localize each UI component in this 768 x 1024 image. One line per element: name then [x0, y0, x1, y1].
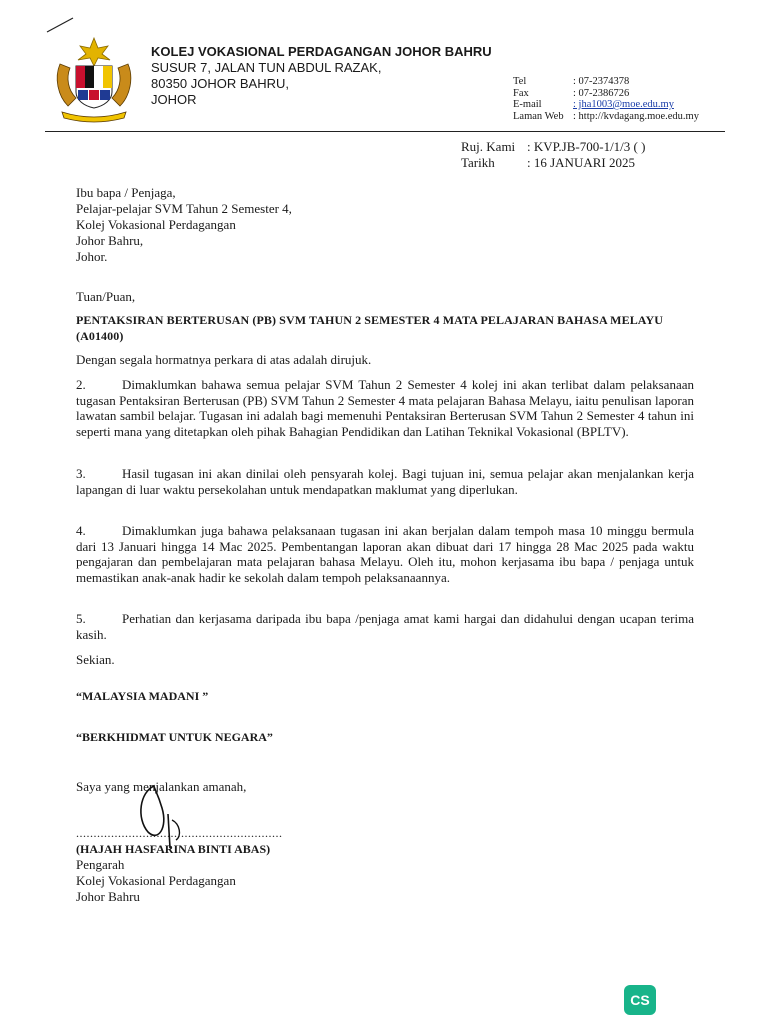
contact-block: [513, 76, 699, 122]
salutation: Tuan/Puan,: [76, 289, 136, 304]
date-value: : 16 JANUARI 2025: [527, 155, 635, 170]
paragraph-text: Hasil tugasan ini akan dinilai oleh pensyarah kolej. Bagi tujuan ini, semua pelajar akan menjalankan kerja lapangan di luar waktu persekolahan untuk mendapatkan maklumat yang diperlukan.: [76, 466, 694, 497]
pen-stroke-mark: [45, 16, 75, 34]
paragraph: [76, 523, 694, 585]
paragraph-number: 5.: [76, 611, 86, 626]
paragraph: [76, 611, 694, 642]
recipient-block: [76, 185, 292, 265]
motto: “MALAYSIA MADANI ”: [76, 689, 209, 703]
contact-label: Laman Web: [513, 110, 564, 122]
date-label: Tarikh: [461, 155, 495, 170]
institution-name: KOLEJ VOKASIONAL PERDAGANGAN JOHOR BAHRU: [151, 44, 492, 59]
position-line: Kolej Vokasional Perdagangan: [76, 873, 236, 888]
paragraph-number: 4.: [76, 523, 86, 538]
letter-subject: PENTAKSIRAN BERTERUSAN (PB) SVM TAHUN 2 SEMESTER 4 MATA PELAJARAN BAHASA MELAYU (A01400): [76, 313, 663, 343]
contact-value: : 07-2374378: [573, 76, 630, 87]
closing: Sekian.: [76, 652, 115, 667]
recipient-line: Pelajar-pelajar SVM Tahun 2 Semester 4,: [76, 201, 292, 216]
contact-value: : 07-2386726: [573, 87, 630, 99]
address-line: JOHOR: [151, 92, 197, 107]
position-line: Johor Bahru: [76, 889, 140, 904]
header-divider: [45, 131, 725, 132]
reference-block: [461, 139, 645, 171]
address-line: SUSUR 7, JALAN TUN ABDUL RAZAK,: [151, 60, 382, 75]
recipient-line: Ibu bapa / Penjaga,: [76, 185, 176, 200]
paragraph: [76, 377, 694, 439]
coat-of-arms-icon: [48, 34, 140, 126]
signer-name: (HAJAH HASFARINA BINTI ABAS): [76, 842, 271, 856]
contact-label: Tel: [513, 76, 527, 87]
email-link[interactable]: : jha1003@moe.edu.my: [573, 99, 674, 110]
contact-label: E-mail: [513, 99, 542, 110]
trust-line: Saya yang menjalankan amanah,: [76, 779, 247, 794]
paragraph: [76, 466, 694, 497]
contact-label: Fax: [513, 87, 529, 99]
address-line: 80350 JOHOR BAHRU,: [151, 76, 289, 91]
position-line: Pengarah: [76, 857, 125, 872]
paragraph-text: Perhatian dan kerjasama daripada ibu bapa /penjaga amat kami hargai dan didahului dengan ucapan terima kasih.: [76, 611, 694, 642]
paragraph-number: 3.: [76, 466, 86, 481]
signature-line: ...........................................................: [76, 826, 283, 840]
paragraph-text: Dimaklumkan juga bahawa pelaksanaan tugasan ini akan berjalan dalam tempoh masa 10 minggu bermula dari 13 Januari hingga 14 Mac 2025. Pembentangan laporan akan dibuat dari 17 hingga 28 Mac 2025 pada waktu pengajaran dan pembelajaran mata pelajaran bahasa Melayu. Oleh itu, mohon kerjasama ibu bapa / penjaga untuk memastikan anak-anak hadir ke sekolah dalam tempoh pelaksanaannya.: [76, 523, 694, 585]
letterhead: [151, 44, 492, 108]
ref-value: : KVP.JB-700-1/1/3 ( ): [527, 139, 646, 154]
recipient-line: Kolej Vokasional Perdagangan: [76, 217, 236, 232]
recipient-line: Johor Bahru,: [76, 233, 144, 248]
motto: “BERKHIDMAT UNTUK NEGARA”: [76, 730, 273, 744]
paragraph-number: 2.: [76, 377, 86, 392]
recipient-line: Johor.: [76, 249, 108, 264]
ref-label: Ruj. Kami: [461, 139, 516, 154]
website-link[interactable]: : http://kvdagang.moe.edu.my: [573, 110, 699, 122]
camscanner-badge-icon: CS: [624, 985, 656, 1015]
opening-line: Dengan segala hormatnya perkara di atas adalah dirujuk.: [76, 352, 372, 367]
signer-position: [76, 857, 236, 905]
paragraph-text: Dimaklumkan bahawa semua pelajar SVM Tahun 2 Semester 4 kolej ini akan terlibat dalam pelaksanaan tugasan Pentaksiran Berterusan (PB) SVM Tahun 2 Semester 4 mata pelajaran Bahasa Melayu, iaitu penulisan laporan lawatan sambil belajar. Tugasan ini adalah bagi memenuhi Pentaksiran Berterusan SVM Tahun 2 Semester 4 tahun ini seperti mana yang ditetapkan oleh pihak Bahagian Pendidikan dan Latihan Teknikal Vokasional (BPLTV).: [76, 377, 694, 439]
